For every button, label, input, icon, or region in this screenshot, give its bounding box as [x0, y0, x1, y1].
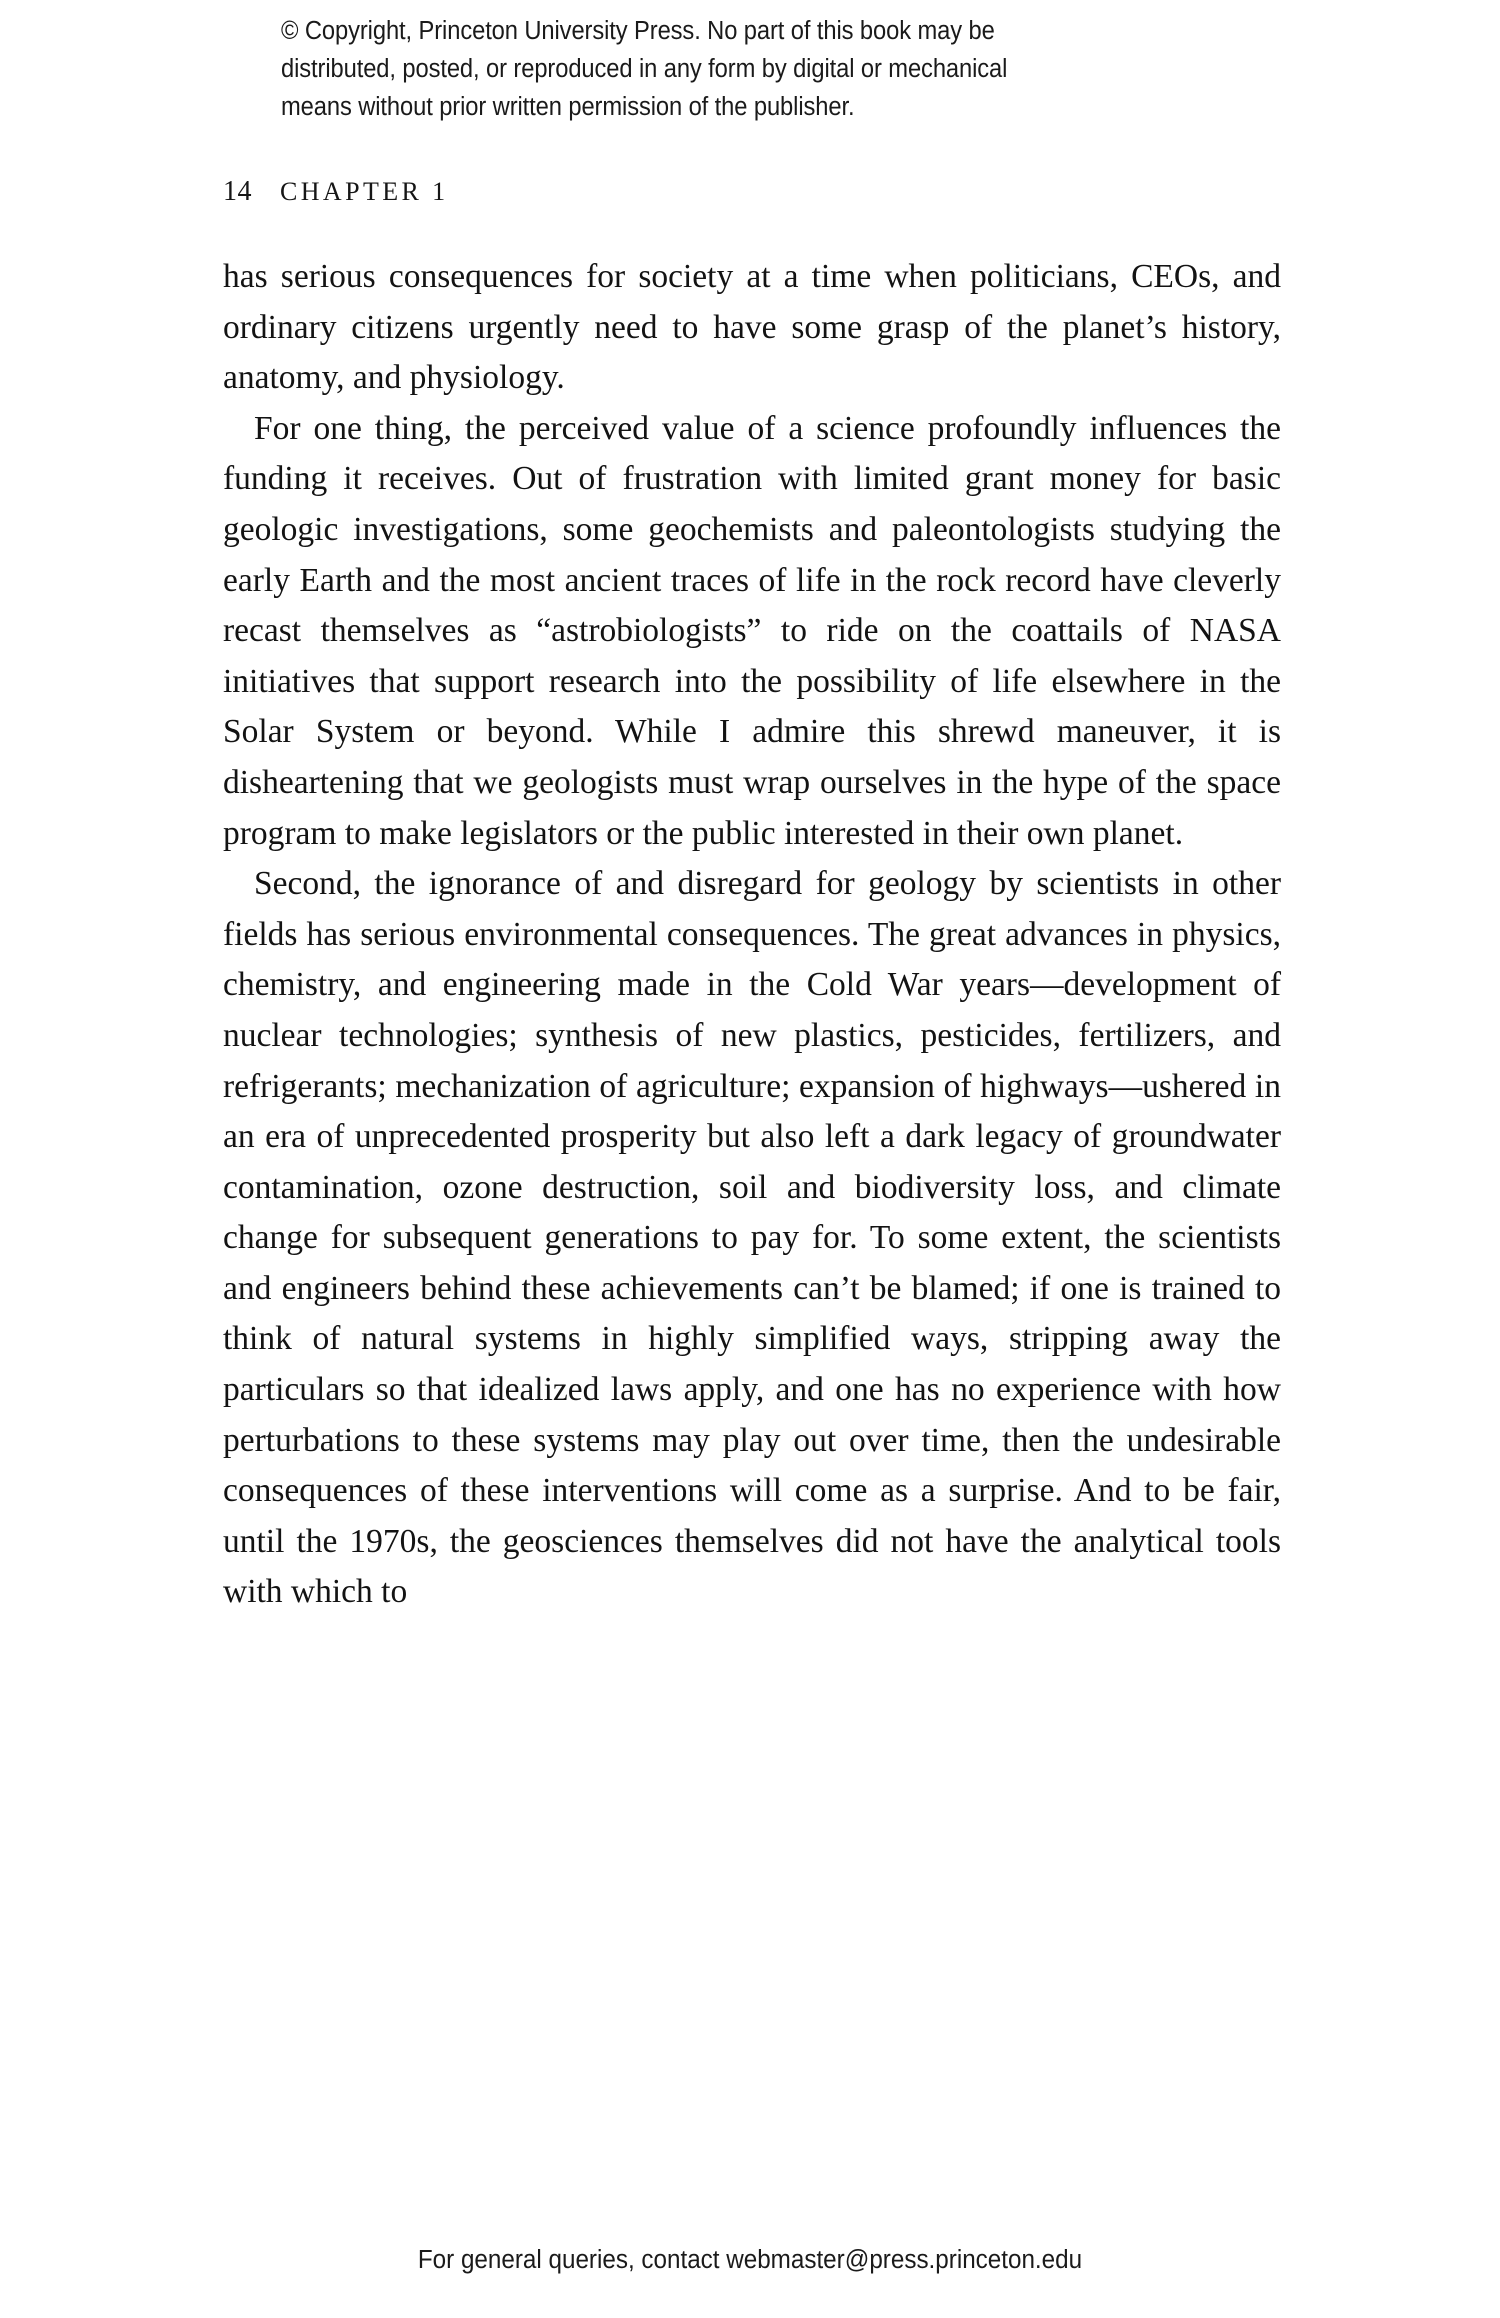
paragraph: Second, the ignorance of and disregard for geology by scientists in other fields has serious environmental consequences. The great advances in physics, chemistry, and engineering made in the Cold War years—development of nuclear technologies; synthesis of new plastics, pesticides, fertilizers, and refrigerants; mechanization of agriculture; expansion of highways—ushered in an era of unprecedented prosperity but also left a dark legacy of groundwater contamination, ozone destruction, soil and biodiversity loss, and climate change for subsequent generations to pay for. To some extent, the scientists and engineers behind these achievements can’t be blamed; if one is trained to think of natural systems in highly simplified ways, stripping away the particulars so that idealized laws apply, and one has no experience with how perturbations to these systems may play out over time, then the undesirable consequences of these interventions will come as a surprise. And to be fair, until the 1970s, the geosciences themselves did not have the analytical tools with which to — [223, 865, 1281, 1611]
chapter-label: CHAPTER 1 — [280, 177, 449, 206]
body-text — [223, 252, 1281, 1618]
running-head — [223, 175, 449, 209]
copyright-line-1: © Copyright, Princeton University Press. No part of this book may be — [281, 17, 995, 45]
page-number: 14 — [223, 176, 252, 207]
copyright-line-3: means without prior written permission of the publisher. — [281, 93, 855, 121]
copyright-line-2: distributed, posted, or reproduced in any form by digital or mechanical — [281, 55, 1008, 83]
footer-queries-notice: For general queries, contact webmaster@press.princeton.edu — [417, 2246, 1083, 2274]
paragraph: For one thing, the perceived value of a science profoundly influences the funding it receives. Out of frustration with limited grant money for basic geologic investigations, some geochemists and paleontologists studying the early Earth and the most ancient traces of life in the rock record have cleverly recast themselves as “astrobiologists” to ride on the coattails of NASA initiatives that support research into the possibility of life elsewhere in the Solar System or beyond. While I admire this shrewd maneuver, it is disheartening that we geologists must wrap ourselves in the hype of the space program to make legislators or the public interested in their own planet. — [223, 409, 1281, 852]
copyright-notice — [281, 12, 1155, 126]
paragraph: has serious consequences for society at a time when politicians, CEOs, and ordinary citizens urgently need to have some grasp of the planet’s history, anatomy, and physiology. — [223, 258, 1281, 397]
